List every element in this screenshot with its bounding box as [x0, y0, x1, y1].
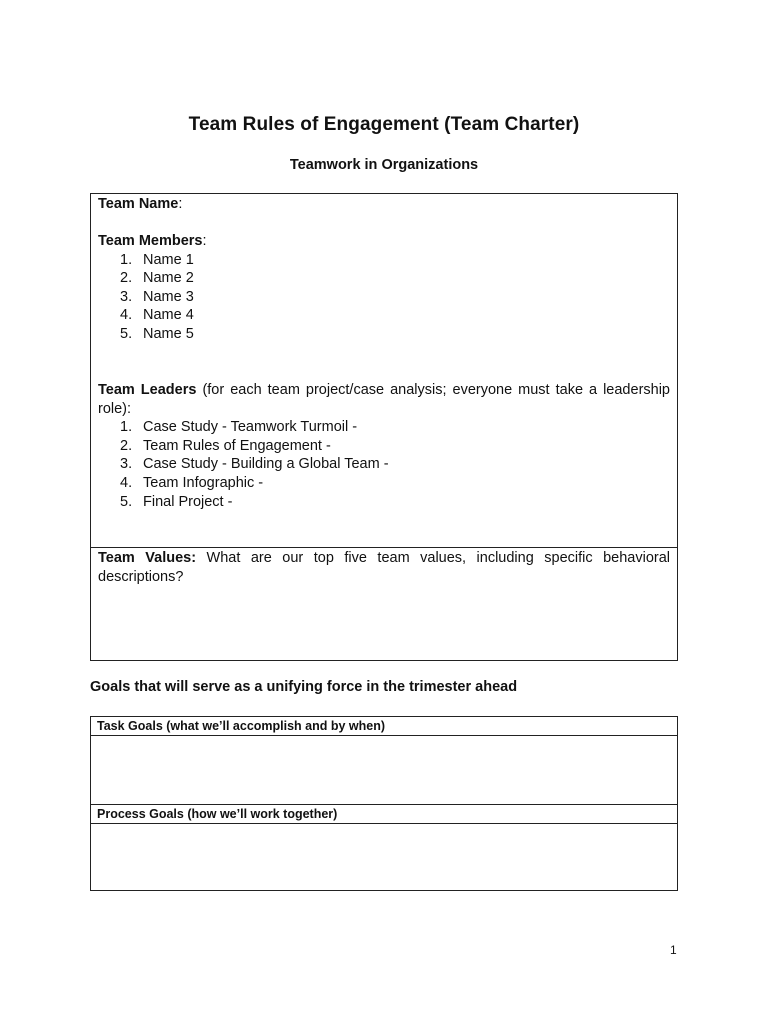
member-name: Name 1 — [143, 251, 194, 268]
leader-assignment: Case Study - Teamwork Turmoil - — [143, 419, 358, 436]
list-number: 1. — [120, 419, 133, 436]
list-item — [98, 288, 670, 307]
member-name: Name 3 — [143, 288, 194, 305]
team-members-list — [98, 251, 670, 344]
member-name: Name 4 — [143, 307, 194, 324]
member-name: Name 5 — [143, 325, 194, 342]
team-values-cell — [91, 548, 677, 660]
list-number: 4. — [120, 474, 133, 491]
team-info-cell — [91, 194, 677, 548]
member-name: Name 2 — [143, 270, 194, 287]
process-goals-header: Process Goals (how we’ll work together) — [91, 805, 677, 824]
list-item — [98, 251, 670, 270]
list-number: 3. — [120, 456, 133, 473]
leader-assignment: Team Infographic - — [143, 474, 264, 491]
team-leaders-label: Team Leaders — [98, 382, 197, 398]
list-number: 1. — [120, 251, 133, 268]
list-item — [98, 325, 670, 344]
list-item — [98, 418, 670, 437]
team-values-text — [98, 549, 670, 586]
list-number: 2. — [120, 437, 133, 454]
team-members-colon: : — [202, 233, 207, 249]
goals-heading: Goals that will serve as a unifying force in the trimester ahead — [90, 679, 518, 695]
list-number: 5. — [120, 493, 133, 510]
page-number: 1 — [670, 943, 677, 957]
list-item — [98, 493, 670, 512]
team-leaders-note: (for each team project/case analysis; everyone must take a leadership role): — [98, 382, 670, 417]
document-title: Team Rules of Engagement (Team Charter) — [188, 114, 580, 135]
list-number: 3. — [120, 288, 133, 305]
task-goals-field[interactable] — [91, 736, 677, 805]
team-name-label: Team Name — [98, 196, 179, 212]
list-item — [98, 455, 670, 474]
process-goals-field[interactable] — [91, 824, 677, 890]
leader-assignment: Team Rules of Engagement - — [143, 437, 331, 454]
team-values-label: Team Values: — [98, 550, 197, 566]
list-number: 2. — [120, 270, 133, 287]
team-members-label: Team Members — [98, 233, 203, 249]
leader-assignment: Case Study - Building a Global Team - — [143, 456, 389, 473]
task-goals-header: Task Goals (what we’ll accomplish and by when) — [91, 717, 677, 736]
list-item — [98, 269, 670, 288]
list-item — [98, 306, 670, 325]
team-values-question: What are our top five team values, including specific behavioral descriptions? — [98, 550, 670, 585]
team-members-line — [98, 232, 670, 251]
team-leaders-intro — [98, 381, 670, 418]
team-name-line — [98, 195, 670, 214]
list-number: 5. — [120, 325, 133, 342]
leader-assignment: Final Project - — [143, 493, 233, 510]
team-charter-table — [90, 193, 678, 661]
goals-table — [90, 716, 678, 891]
list-number: 4. — [120, 307, 133, 324]
team-name-colon: : — [178, 196, 183, 212]
document-subtitle: Teamwork in Organizations — [289, 157, 479, 173]
list-item — [98, 437, 670, 456]
list-item — [98, 474, 670, 493]
team-leaders-list — [98, 418, 670, 511]
